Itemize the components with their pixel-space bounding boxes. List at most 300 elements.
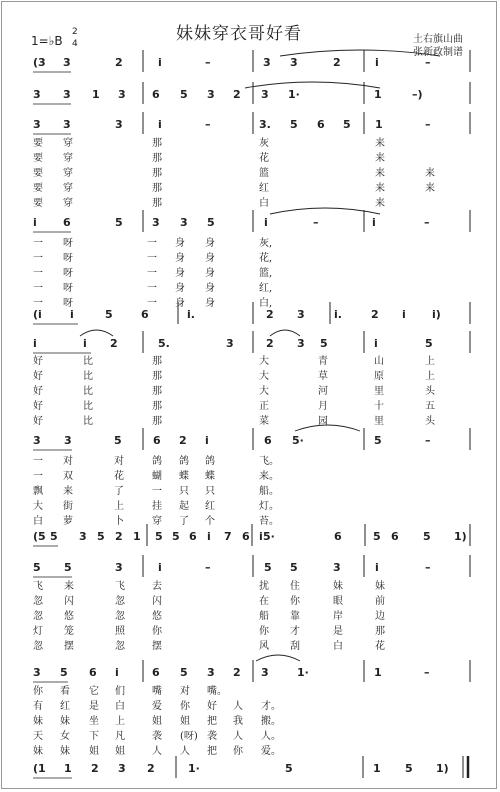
lyric-3-4-6: 红, (259, 283, 273, 294)
lyric-9-3-2: 妹 (60, 716, 70, 727)
lyric-5-5-5: 园 (318, 416, 328, 427)
lyric-8-1-6: 住 (290, 581, 300, 592)
note-8-8: 5 (172, 530, 180, 543)
lyric-9-5-9: 爱。 (261, 746, 281, 757)
lyric-2-5-2: 穿 (63, 198, 73, 209)
note-11-6: 1· (188, 762, 200, 775)
lyric-2-3-4: 篮 (259, 168, 269, 179)
note-5-2: i (70, 308, 74, 321)
note-4-9: i (372, 216, 376, 229)
lyric-9-3-3: 坐 (89, 716, 99, 727)
note-2-7: 3 (207, 88, 215, 101)
time-signature-bottom: 4 (72, 39, 78, 49)
lyric-9-3-4: 上 (115, 716, 125, 727)
lyric-2-5-5: 来 (375, 198, 385, 209)
note-1-3: 2 (115, 56, 123, 69)
note-11-2: 1 (64, 762, 72, 775)
lyric-9-3-7: 把 (207, 716, 217, 727)
lyric-3-1-4: 身 (175, 238, 185, 249)
lyric-6-3-4: 一 (152, 486, 162, 497)
lyric-3-5-4: 身 (175, 298, 185, 309)
slur-1 (280, 50, 440, 56)
lyric-8-5-4: 摆 (152, 641, 162, 652)
lyric-2-2-1: 要 (33, 153, 43, 164)
lyric-9-1-7: 嘴。 (207, 686, 227, 697)
lyric-3-5-1: 一 (33, 298, 43, 309)
lyric-9-4-6: (呀) (180, 731, 198, 742)
lyric-5-3-4: 大 (259, 386, 269, 397)
lyric-8-1-4: 去 (152, 581, 162, 592)
lyric-2-1-1: 要 (33, 138, 43, 149)
lyric-3-4-3: 一 (147, 283, 157, 294)
lyric-8-4-2: 笼 (64, 626, 74, 637)
lyric-6-2-3: 花 (114, 471, 124, 482)
lyric-5-1-3: 那 (152, 356, 162, 367)
note-5-6: 2 (266, 308, 274, 321)
note-1-6: 3 (263, 56, 271, 69)
note-1-5: – (205, 56, 211, 69)
key-signature: 1=♭B (31, 34, 63, 48)
lyric-9-2-8: 人 (233, 701, 243, 712)
lyric-2-1-4: 灰 (259, 138, 269, 149)
note-8-18: 5 (423, 530, 431, 543)
lyric-6-4-6: 红 (205, 501, 215, 512)
note-8-10: i (207, 530, 211, 543)
note-4-10: – (424, 216, 430, 229)
note-10-5: 6 (152, 666, 160, 679)
note-11-5: 2 (147, 762, 155, 775)
time-signature-top: 2 (72, 27, 78, 37)
note-4-5: 3 (180, 216, 188, 229)
note-6-7: 3 (297, 337, 305, 350)
lyric-3-1-5: 身 (205, 238, 215, 249)
lyric-9-5-5: 人 (152, 746, 162, 757)
lyric-2-2-3: 那 (152, 153, 162, 164)
note-8-9: 6 (189, 530, 197, 543)
lyric-3-4-2: 呀 (63, 283, 73, 294)
note-7-3: 5 (114, 434, 122, 447)
note-8-5: 2 (115, 530, 123, 543)
note-7-9: 5 (374, 434, 382, 447)
slur-2 (245, 82, 380, 88)
note-2-2: 3 (63, 88, 71, 101)
lyric-2-3-5: 来 (375, 168, 385, 179)
note-2-9: 3 (261, 88, 269, 101)
lyric-5-3-2: 比 (83, 386, 93, 397)
lyric-3-2-2: 呀 (63, 253, 73, 264)
note-8-6: 1 (133, 530, 141, 543)
lyric-8-3-7: 岸 (333, 611, 343, 622)
lyric-5-5-7: 头 (425, 416, 435, 427)
lyric-5-4-6: 十 (374, 401, 384, 412)
lyric-5-2-7: 上 (425, 371, 435, 382)
note-11-8: 1 (373, 762, 381, 775)
note-3-10: 1 (375, 118, 383, 131)
lyric-8-3-3: 忽 (115, 611, 125, 622)
lyric-8-1-5: 扰 (259, 581, 269, 592)
lyric-6-1-4: 鸽 (152, 456, 162, 467)
note-10-3: 6 (89, 666, 97, 679)
lyric-8-1-1: 飞 (33, 581, 43, 592)
note-4-2: 6 (63, 216, 71, 229)
lyric-3-3-3: 一 (147, 268, 157, 279)
lyric-8-2-3: 忽 (115, 596, 125, 607)
note-9-10: – (425, 561, 431, 574)
note-8-19: 1) (454, 530, 467, 543)
lyric-8-2-5: 在 (259, 596, 269, 607)
note-4-7: i (264, 216, 268, 229)
note-8-11: 7 (224, 530, 232, 543)
lyric-6-1-2: 对 (63, 456, 73, 467)
lyric-8-5-1: 忽 (33, 641, 43, 652)
lyric-6-4-7: 灯。 (259, 501, 279, 512)
lyric-9-2-9: 才。 (261, 701, 281, 712)
lyric-2-4-6: 来 (425, 183, 435, 194)
lyric-3-5-2: 呀 (63, 298, 73, 309)
note-2-12: –) (412, 88, 423, 101)
note-9-4: i (158, 561, 162, 574)
credit-origin: 土右旗山曲 (413, 34, 463, 45)
lyric-6-1-1: 一 (33, 456, 43, 467)
lyric-2-4-5: 来 (375, 183, 385, 194)
lyric-9-1-5: 嘴 (152, 686, 162, 697)
note-6-10: 5 (425, 337, 433, 350)
note-5-5: i. (187, 308, 195, 321)
note-3-11: – (425, 118, 431, 131)
note-8-3: 3 (79, 530, 87, 543)
note-1-8: 2 (333, 56, 341, 69)
slur-7 (256, 655, 300, 661)
note-7-7: 6 (264, 434, 272, 447)
note-1-9: i (375, 56, 379, 69)
lyric-8-4-4: 你 (152, 626, 162, 637)
note-6-5: 3 (226, 337, 234, 350)
note-2-3: 1 (92, 88, 100, 101)
lyric-2-4-3: 那 (152, 183, 162, 194)
lyric-8-1-3: 飞 (115, 581, 125, 592)
lyric-9-1-6: 对 (180, 686, 190, 697)
note-10-12: – (424, 666, 430, 679)
lyric-3-4-4: 身 (175, 283, 185, 294)
lyric-6-3-3: 了 (114, 486, 124, 497)
note-2-1: 3 (33, 88, 41, 101)
lyric-2-4-1: 要 (33, 183, 43, 194)
note-4-4: 3 (152, 216, 160, 229)
note-1-7: 3 (290, 56, 298, 69)
lyric-9-3-1: 妹 (33, 716, 43, 727)
note-8-4: 5 (97, 530, 105, 543)
lyric-2-3-3: 那 (152, 168, 162, 179)
note-6-3: 2 (110, 337, 118, 350)
note-2-8: 2 (233, 88, 241, 101)
note-5-9: 2 (371, 308, 379, 321)
lyric-6-1-3: 对 (114, 456, 124, 467)
note-3-5: – (205, 118, 211, 131)
lyric-9-3-8: 我 (233, 716, 243, 727)
lyric-3-4-1: 一 (33, 283, 43, 294)
note-5-11: i) (432, 308, 441, 321)
lyric-2-3-6: 来 (425, 168, 435, 179)
lyric-8-4-5: 你 (259, 626, 269, 637)
lyric-8-4-3: 照 (115, 626, 125, 637)
lyric-6-2-7: 来。 (259, 471, 279, 482)
lyric-9-2-1: 有 (33, 701, 43, 712)
lyric-6-5-6: 个 (205, 516, 215, 527)
lyric-3-3-5: 身 (205, 268, 215, 279)
note-5-7: 3 (297, 308, 305, 321)
note-6-2: i (83, 337, 87, 350)
note-5-4: 6 (141, 308, 149, 321)
note-6-4: 5. (158, 337, 170, 350)
lyric-2-4-2: 穿 (63, 183, 73, 194)
lyric-5-5-4: 菜 (259, 416, 269, 427)
lyric-9-4-1: 天 (33, 731, 43, 742)
note-10-9: 3 (261, 666, 269, 679)
lyric-3-1-6: 灰, (259, 238, 273, 249)
note-9-8: 3 (333, 561, 341, 574)
lyric-2-1-5: 来 (375, 138, 385, 149)
lyric-6-5-7: 苔。 (259, 516, 279, 527)
note-6-8: 5 (320, 337, 328, 350)
lyric-9-4-3: 下 (89, 731, 99, 742)
lyric-2-3-1: 要 (33, 168, 43, 179)
note-2-4: 3 (118, 88, 126, 101)
note-5-10: i (402, 308, 406, 321)
lyric-6-4-2: 街 (63, 501, 73, 512)
lyric-3-2-1: 一 (33, 253, 43, 264)
note-3-1: 3 (33, 118, 41, 131)
note-9-1: 5 (33, 561, 41, 574)
lyric-2-4-4: 红 (259, 183, 269, 194)
note-1-1: (3 (33, 56, 46, 69)
note-7-6: i (205, 434, 209, 447)
lyric-6-1-5: 鸽 (179, 456, 189, 467)
lyric-9-2-4: 白 (115, 701, 125, 712)
note-8-15: 6 (334, 530, 342, 543)
lyric-9-4-9: 人。 (261, 731, 281, 742)
lyric-8-5-2: 摆 (64, 641, 74, 652)
lyric-6-3-1: 飘 (33, 486, 43, 497)
lyric-8-1-2: 来 (64, 581, 74, 592)
lyric-3-1-2: 呀 (63, 238, 73, 249)
lyric-2-5-1: 要 (33, 198, 43, 209)
note-10-10: 1· (297, 666, 309, 679)
lyric-8-1-7: 妹 (333, 581, 343, 592)
note-9-2: 5 (64, 561, 72, 574)
lyric-9-2-6: 你 (180, 701, 190, 712)
lyric-3-5-5: 身 (205, 298, 215, 309)
note-11-1: (1 (33, 762, 46, 775)
lyric-2-3-2: 穿 (63, 168, 73, 179)
note-6-6: 2 (266, 337, 274, 350)
lyric-5-2-4: 大 (259, 371, 269, 382)
note-7-4: 6 (153, 434, 161, 447)
note-4-8: – (313, 216, 319, 229)
lyric-2-2-2: 穿 (63, 153, 73, 164)
note-10-1: 3 (33, 666, 41, 679)
note-3-4: i (158, 118, 162, 131)
note-6-9: i (374, 337, 378, 350)
lyric-5-3-1: 好 (33, 386, 43, 397)
note-8-1: (5 (33, 530, 46, 543)
slur-5 (270, 330, 300, 336)
lyric-6-5-4: 穿 (152, 516, 162, 527)
lyric-6-3-2: 来 (63, 486, 73, 497)
lyric-5-3-5: 河 (318, 386, 328, 397)
lyric-3-2-5: 身 (205, 253, 215, 264)
lyric-9-4-7: 袭 (207, 731, 217, 742)
slur-6 (295, 425, 360, 431)
note-8-7: 5 (155, 530, 163, 543)
note-7-2: 3 (64, 434, 72, 447)
lyric-9-1-3: 它 (89, 686, 99, 697)
lyric-6-3-5: 只 (179, 486, 189, 497)
lyric-5-1-4: 大 (259, 356, 269, 367)
lyric-9-1-2: 看 (60, 686, 70, 697)
note-6-1: i (33, 337, 37, 350)
note-1-2: 3 (63, 56, 71, 69)
lyric-2-2-5: 来 (375, 153, 385, 164)
note-1-4: i (158, 56, 162, 69)
lyric-5-3-6: 里 (374, 386, 384, 397)
slur-4 (80, 330, 113, 336)
score-title: 妹妹穿衣哥好看 (176, 24, 302, 44)
note-3-6: 3. (259, 118, 271, 131)
lyric-9-4-8: 人 (233, 731, 243, 742)
lyric-8-5-8: 花 (375, 641, 385, 652)
lyric-2-5-3: 那 (152, 198, 162, 209)
lyric-6-4-5: 起 (179, 501, 189, 512)
note-5-8: i. (334, 308, 342, 321)
lyric-6-5-5: 了 (179, 516, 189, 527)
note-9-9: i (375, 561, 379, 574)
lyric-6-5-1: 白 (33, 516, 43, 527)
note-4-6: 5 (207, 216, 215, 229)
note-9-6: 5 (264, 561, 272, 574)
note-3-7: 5 (290, 118, 298, 131)
lyric-9-1-1: 你 (33, 686, 43, 697)
lyric-8-1-8: 妹 (375, 581, 385, 592)
lyric-8-2-4: 闪 (152, 596, 162, 607)
lyric-3-5-6: 白, (259, 298, 273, 309)
note-8-16: 5 (373, 530, 381, 543)
lyric-5-1-6: 山 (374, 356, 384, 367)
note-9-3: 3 (115, 561, 123, 574)
lyric-8-5-6: 刮 (290, 641, 300, 652)
note-2-11: 1 (374, 88, 382, 101)
lyric-2-1-3: 那 (152, 138, 162, 149)
lyric-9-5-1: 妹 (33, 746, 43, 757)
lyric-8-2-6: 你 (290, 596, 300, 607)
lyric-9-4-5: 袭 (152, 731, 162, 742)
lyric-5-1-5: 青 (318, 356, 328, 367)
note-11-9: 5 (405, 762, 413, 775)
lyric-8-3-5: 船 (259, 611, 269, 622)
lyric-8-4-8: 那 (375, 626, 385, 637)
lyric-6-4-4: 挂 (152, 501, 162, 512)
lyric-3-2-3: 一 (147, 253, 157, 264)
lyric-8-4-1: 灯 (33, 626, 43, 637)
note-1-10: – (425, 56, 431, 69)
note-7-1: 3 (33, 434, 41, 447)
lyric-5-4-3: 那 (152, 401, 162, 412)
lyric-3-2-6: 花, (259, 253, 273, 264)
lyric-8-3-2: 悠 (64, 611, 74, 622)
lyric-8-3-6: 靠 (290, 611, 300, 622)
lyric-5-2-1: 好 (33, 371, 43, 382)
lyric-3-1-1: 一 (33, 238, 43, 249)
note-11-7: 5 (285, 762, 293, 775)
lyric-6-4-1: 大 (33, 501, 43, 512)
lyric-5-1-2: 比 (83, 356, 93, 367)
lyric-8-2-1: 忽 (33, 596, 43, 607)
lyric-5-3-3: 那 (152, 386, 162, 397)
lyric-9-3-5: 姐 (152, 716, 162, 727)
lyric-8-3-8: 边 (375, 611, 385, 622)
lyric-5-4-4: 正 (259, 401, 269, 412)
lyric-3-4-5: 身 (205, 283, 215, 294)
note-10-8: 2 (233, 666, 241, 679)
lyric-5-5-3: 那 (152, 416, 162, 427)
note-10-6: 5 (180, 666, 188, 679)
lyric-8-5-3: 忽 (115, 641, 125, 652)
note-10-2: 5 (60, 666, 68, 679)
lyric-2-1-2: 穿 (63, 138, 73, 149)
lyric-5-4-5: 月 (318, 401, 328, 412)
lyric-3-3-4: 身 (175, 268, 185, 279)
lyric-5-2-2: 比 (83, 371, 93, 382)
lyric-8-5-5: 风 (259, 641, 269, 652)
lyric-5-2-6: 原 (374, 371, 384, 382)
lyric-6-3-7: 船。 (259, 486, 279, 497)
lyric-6-5-3: 卜 (114, 516, 124, 527)
lyric-3-2-4: 身 (175, 253, 185, 264)
lyric-9-2-3: 是 (89, 701, 99, 712)
note-5-3: 5 (105, 308, 113, 321)
lyric-9-2-2: 红 (60, 701, 70, 712)
note-9-7: 5 (290, 561, 298, 574)
lyric-8-2-2: 闪 (64, 596, 74, 607)
lyric-3-3-2: 呀 (63, 268, 73, 279)
lyric-6-2-4: 蝴 (152, 471, 162, 482)
note-10-7: 3 (207, 666, 215, 679)
lyric-8-4-7: 是 (333, 626, 343, 637)
lyric-9-3-9: 搬。 (261, 716, 281, 727)
lyric-9-2-7: 好 (207, 701, 217, 712)
lyric-9-4-2: 女 (60, 731, 70, 742)
lyric-9-1-4: 们 (115, 686, 125, 697)
note-2-6: 5 (180, 88, 188, 101)
lyric-6-1-7: 飞。 (259, 456, 279, 467)
lyric-9-5-4: 姐 (115, 746, 125, 757)
lyric-5-3-7: 头 (425, 386, 435, 397)
lyric-8-3-4: 悠 (152, 611, 162, 622)
lyric-9-5-2: 妹 (60, 746, 70, 757)
lyric-6-2-2: 双 (63, 471, 73, 482)
note-3-3: 3 (115, 118, 123, 131)
lyric-5-5-2: 比 (83, 416, 93, 427)
note-4-3: 5 (115, 216, 123, 229)
lyric-5-4-1: 好 (33, 401, 43, 412)
note-8-2: 5 (50, 530, 58, 543)
note-10-4: i (115, 666, 119, 679)
lyric-5-1-1: 好 (33, 356, 43, 367)
lyric-6-2-6: 蝶 (205, 471, 215, 482)
lyric-9-4-4: 凡 (115, 731, 125, 742)
lyric-5-4-7: 五 (425, 401, 435, 412)
lyric-8-3-1: 忽 (33, 611, 43, 622)
note-8-17: 6 (391, 530, 399, 543)
